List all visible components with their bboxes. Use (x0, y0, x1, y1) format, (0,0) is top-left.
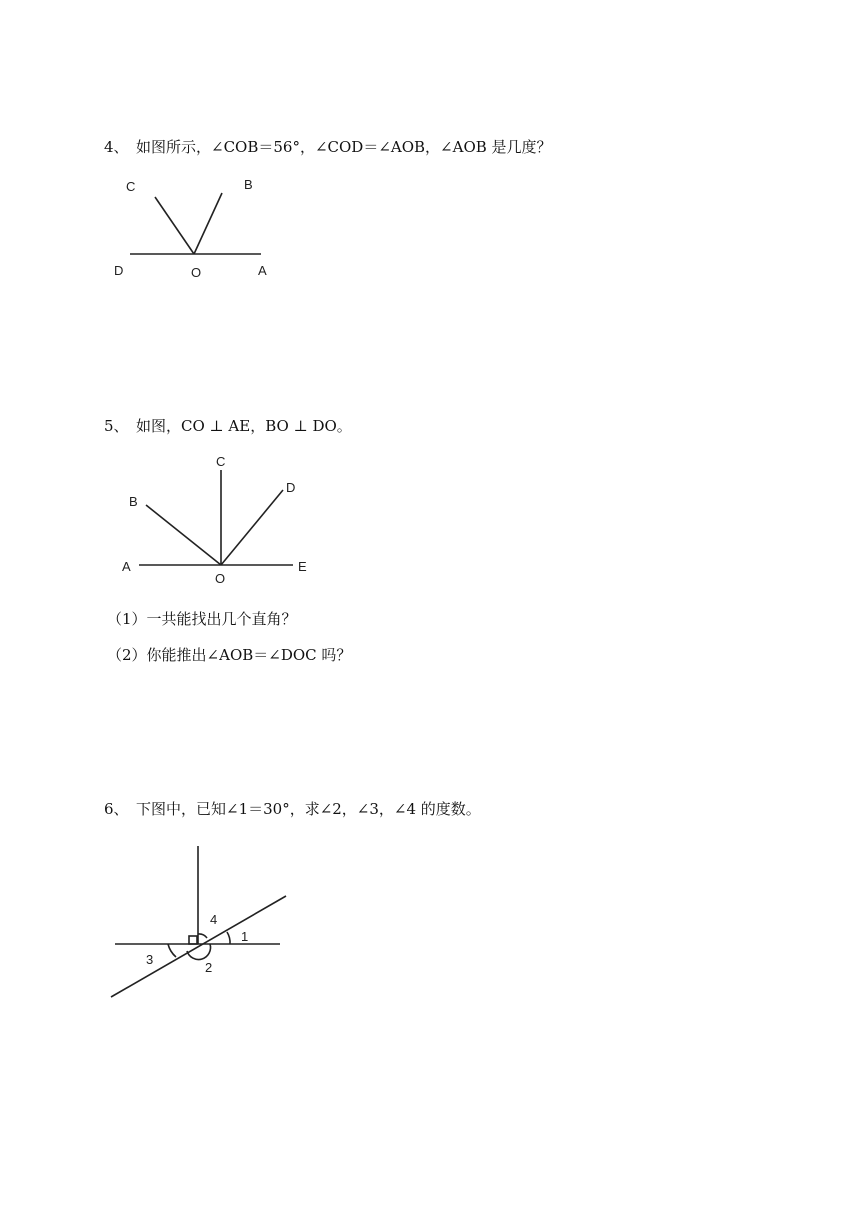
ray-ob (194, 193, 222, 254)
label-d: D (286, 480, 296, 495)
angle-arc-2 (187, 944, 211, 960)
question-number: 4、 (104, 138, 129, 156)
label-o: O (215, 571, 226, 586)
label-a: A (122, 559, 131, 574)
angle-arc-1 (227, 932, 230, 944)
sub-question-2: （2）你能推出∠AOB＝∠DOC 吗？ (107, 646, 352, 664)
question-5 (104, 415, 352, 436)
question-6 (104, 798, 481, 819)
label-b: B (129, 494, 138, 509)
question-text: 如图，CO ⊥ AE，BO ⊥ DO。 (136, 417, 352, 435)
label-a: A (258, 263, 267, 278)
angle-arc-4 (198, 934, 207, 938)
right-angle-mark (189, 936, 197, 944)
angle-label-1: 1 (241, 929, 249, 944)
sub-question-1: （1）一共能找出几个直角？ (107, 610, 297, 628)
label-e: E (298, 559, 307, 574)
question-4 (104, 136, 552, 157)
ray-od (221, 490, 283, 565)
ray-ob (146, 505, 221, 565)
question-text: 下图中，已知∠1＝30°，求∠2，∠3，∠4 的度数。 (136, 800, 481, 818)
label-c: C (216, 454, 226, 469)
question-number: 6、 (104, 800, 129, 818)
label-d: D (114, 263, 124, 278)
ray-oc (155, 197, 194, 254)
label-b: B (244, 177, 253, 192)
angle-label-2: 2 (205, 960, 213, 975)
slanted-line (111, 896, 286, 997)
angle-label-4: 4 (210, 912, 218, 927)
question-text: 如图所示，∠COB＝56°，∠COD＝∠AOB，∠AOB 是几度？ (136, 138, 552, 156)
question-number: 5、 (104, 417, 129, 435)
angle-label-3: 3 (146, 952, 154, 967)
label-o: O (191, 265, 202, 280)
label-c: C (126, 179, 136, 194)
angle-arc-3 (168, 944, 176, 957)
